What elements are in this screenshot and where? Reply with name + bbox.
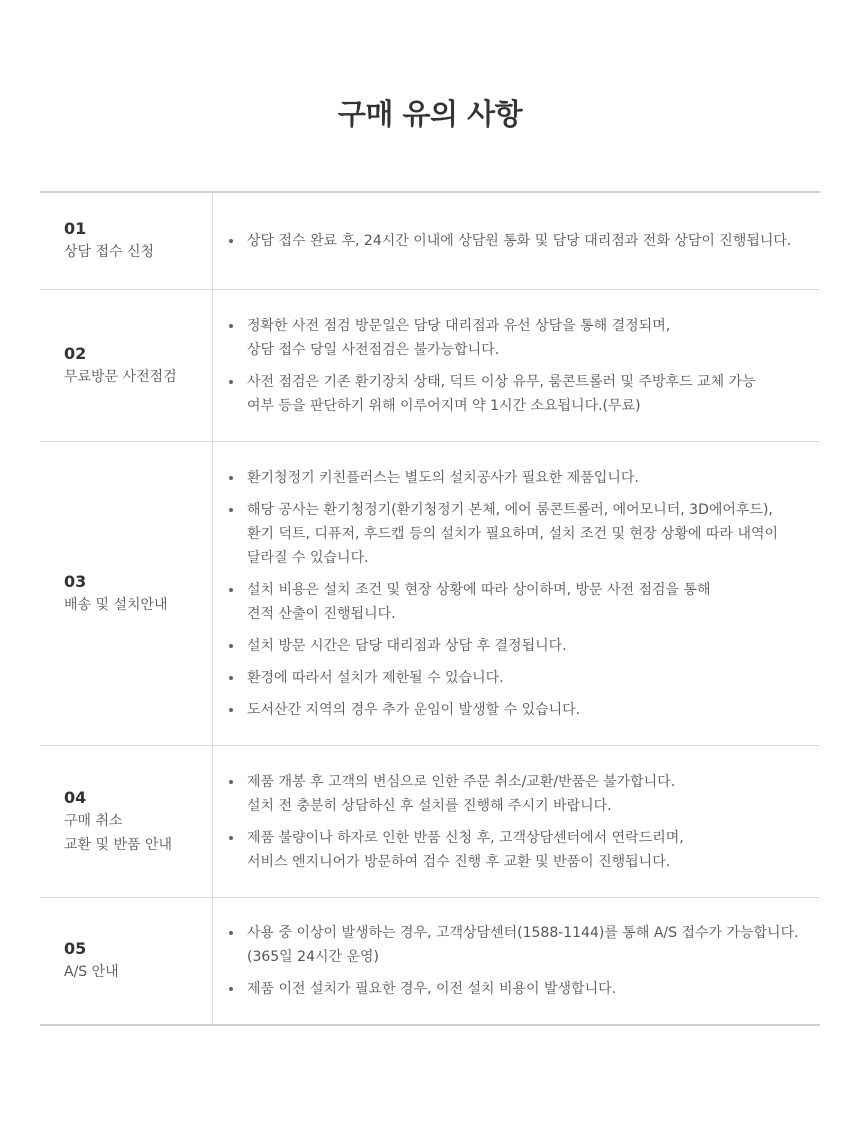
list-item: 정확한 사전 점검 방문일은 담당 대리점과 유선 상담을 통해 결정되며, 상담 접수 당일 사전점검은 불가능합니다. [229, 314, 820, 362]
notice-table [40, 191, 820, 1026]
row-content [213, 442, 820, 745]
row-label: 상담 접수 신청 [64, 244, 155, 260]
list-item: 환경에 따라서 설치가 제한될 수 있습니다. [229, 666, 820, 690]
row-header [40, 290, 213, 441]
bullet-icon [229, 780, 233, 784]
row-content [213, 898, 820, 1024]
bullet-icon [229, 836, 233, 840]
row-label: A/S 안내 [64, 964, 119, 980]
bullet-icon [229, 476, 233, 480]
row-header [40, 193, 213, 289]
bullet-icon [229, 239, 233, 243]
row-content [213, 746, 820, 897]
bullet-icon [229, 324, 233, 328]
table-row [40, 442, 820, 746]
row-number: 04 [64, 787, 87, 807]
row-header [40, 898, 213, 1024]
row-header [40, 442, 213, 745]
page-title: 구매 유의 사항 [337, 97, 523, 131]
row-number: 02 [64, 343, 87, 363]
list-item: 제품 불량이나 하자로 인한 반품 신청 후, 고객상담센터에서 연락드리며, 서비스 엔지니어가 방문하여 검수 진행 후 교환 및 반품이 진행됩니다. [229, 826, 820, 874]
list-item: 상담 접수 완료 후, 24시간 이내에 상담원 통화 및 담당 대리점과 전화 상담이 진행됩니다. [229, 229, 820, 253]
row-content [213, 193, 820, 289]
list-item: 도서산간 지역의 경우 추가 운임이 발생할 수 있습니다. [229, 698, 820, 722]
list-item: 제품 개봉 후 고객의 변심으로 인한 주문 취소/교환/반품은 불가합니다. 설치 전 충분히 상담하신 후 설치를 진행해 주시기 바랍니다. [229, 770, 820, 818]
list-item: 설치 비용은 설치 조건 및 현장 상황에 따라 상이하며, 방문 사전 점검을 통해 견적 산출이 진행됩니다. [229, 578, 820, 626]
row-number: 05 [64, 939, 87, 958]
bullet-icon [229, 987, 233, 991]
bullet-icon [229, 644, 233, 648]
row-label: 무료방문 사전점검 [64, 368, 177, 385]
bullet-icon [229, 708, 233, 712]
bullet-icon [229, 931, 233, 935]
row-label: 구매 취소 [64, 812, 123, 829]
table-row [40, 898, 820, 1024]
list-item: 사전 점검은 기존 환기장치 상태, 덕트 이상 유무, 룸콘트롤러 및 주방후드 교체 가능 여부 등을 판단하기 위해 이루어지며 약 1시간 소요됩니다.(무료) [229, 370, 820, 418]
bullet-icon [229, 380, 233, 384]
list-item: 제품 이전 설치가 필요한 경우, 이전 설치 비용이 발생합니다. [229, 977, 820, 1001]
bullet-icon [229, 588, 233, 592]
bullet-icon [229, 676, 233, 680]
list-item: 해당 공사는 환기청정기(환기청정기 본체, 에어 룸콘트롤러, 에어모니터, 3D에어후드), 환기 덕트, 디퓨저, 후드캡 등의 설치가 필요하며, 설치 조건 및 현장 상황에 따라 내역이 달라질 수 있습니다. [229, 498, 820, 570]
table-row [40, 193, 820, 290]
row-content [213, 290, 820, 441]
list-item: 사용 중 이상이 발생하는 경우, 고객상담센터(1588-1144)를 통해 A/S 접수가 가능합니다. (365일 24시간 운영) [229, 921, 820, 969]
row-label: 배송 및 설치안내 [64, 596, 168, 613]
row-number: 01 [64, 219, 87, 238]
table-row [40, 746, 820, 898]
table-row [40, 290, 820, 442]
bullet-icon [229, 508, 233, 512]
list-item: 설치 방문 시간은 담당 대리점과 상담 후 결정됩니다. [229, 634, 820, 658]
row-label: 교환 및 반품 안내 [64, 836, 173, 853]
row-number: 03 [64, 571, 87, 591]
list-item: 환기청정기 키친플러스는 별도의 설치공사가 필요한 제품입니다. [229, 466, 820, 490]
row-header [40, 746, 213, 897]
